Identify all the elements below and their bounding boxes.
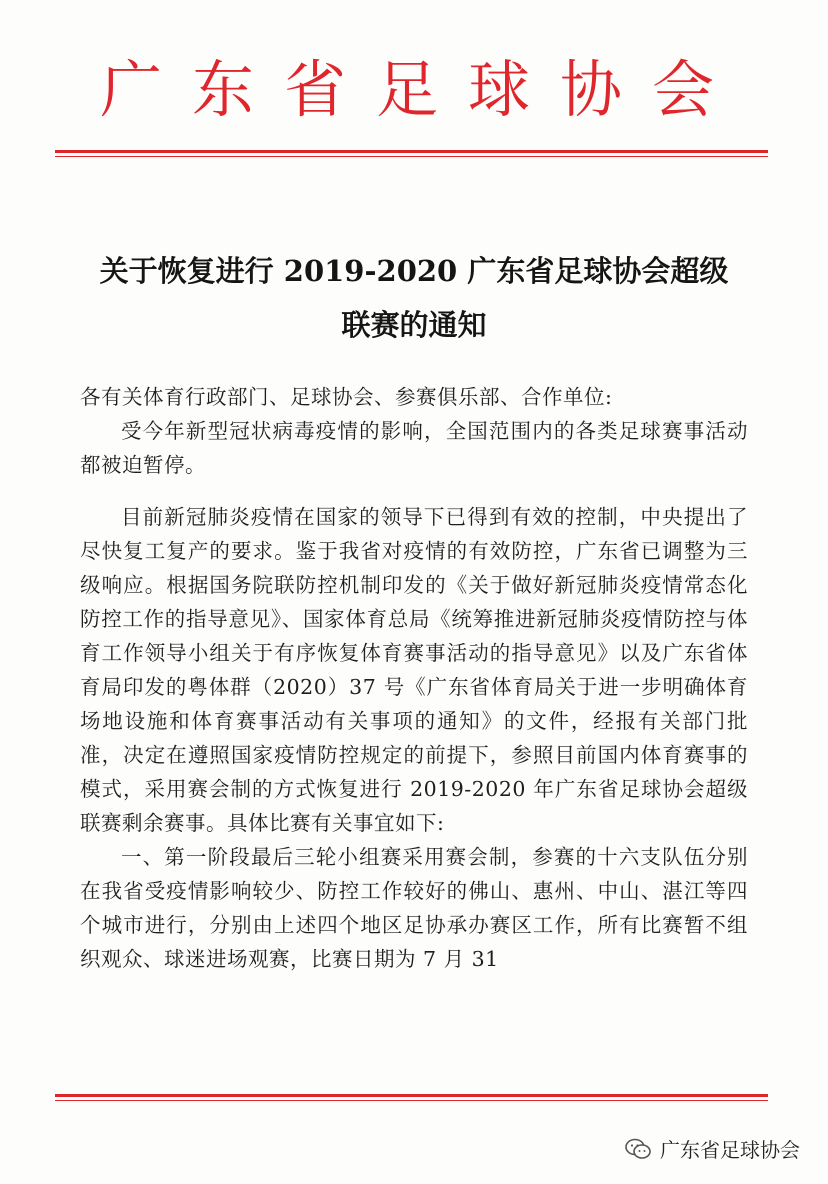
document-title-line-2: 联赛的通知 <box>341 308 487 342</box>
document-body <box>80 380 748 976</box>
paragraph-1: 受今年新型冠状病毒疫情的影响，全国范围内的各类足球赛事活动都被迫暂停。 <box>80 419 748 477</box>
footer-rule-thin <box>55 1100 768 1101</box>
paragraph-2: 目前新冠肺炎疫情在国家的领导下已得到有效的控制，中央提出了尽快复工复产的要求。鉴于我省对疫情的有效防控，广东省已调整为三级响应。根据国务院联防控机制印发的《关于做好新冠肺炎疫情常态化防控工作的指导意见》、国家体育总局《统筹推进新冠肺炎疫情防控与体育工作领导小组关于有序恢复体育赛事活动的指导意见》以及广东省体育局印发的粤体群（2020）37 号《广东省体育局关于进一步明确体育场地设施和体育赛事活动有关事项的通知》的文件，经报有关部门批准，决定在遵照国家疫情防控规定的前提下，参照目前国内体育赛事的模式，采用赛会制的方式恢复进行 2019-2020 年广东省足球协会超级联赛剩余赛事。具体比赛有关事宜如下: <box>80 505 748 835</box>
watermark-text: 广东省足球协会 <box>660 1138 800 1162</box>
letterhead-rule-thick <box>55 150 768 153</box>
letterhead-rule-thin <box>55 156 768 157</box>
wechat-icon <box>624 1138 652 1160</box>
footer-rule-thick <box>55 1094 768 1097</box>
wechat-watermark <box>624 1134 800 1163</box>
paragraph-3: 一、第一阶段最后三轮小组赛采用赛会制，参赛的十六支队伍分别在我省受疫情影响较少、防控工作较好的佛山、惠州、中山、湛江等四个城市进行，分别由上述四个地区足协承办赛区工作，所有比赛暂不组织观众、球迷进场观赛，比赛日期为 7 月 31 <box>80 845 748 971</box>
document-title-line-1: 关于恢复进行 2019-2020 广东省足球协会超级 <box>99 254 729 288</box>
document-title <box>60 244 768 352</box>
salutation: 各有关体育行政部门、足球协会、参赛俱乐部、合作单位: <box>80 385 613 409</box>
letterhead-org-name: 广东省足球协会 <box>100 53 745 126</box>
